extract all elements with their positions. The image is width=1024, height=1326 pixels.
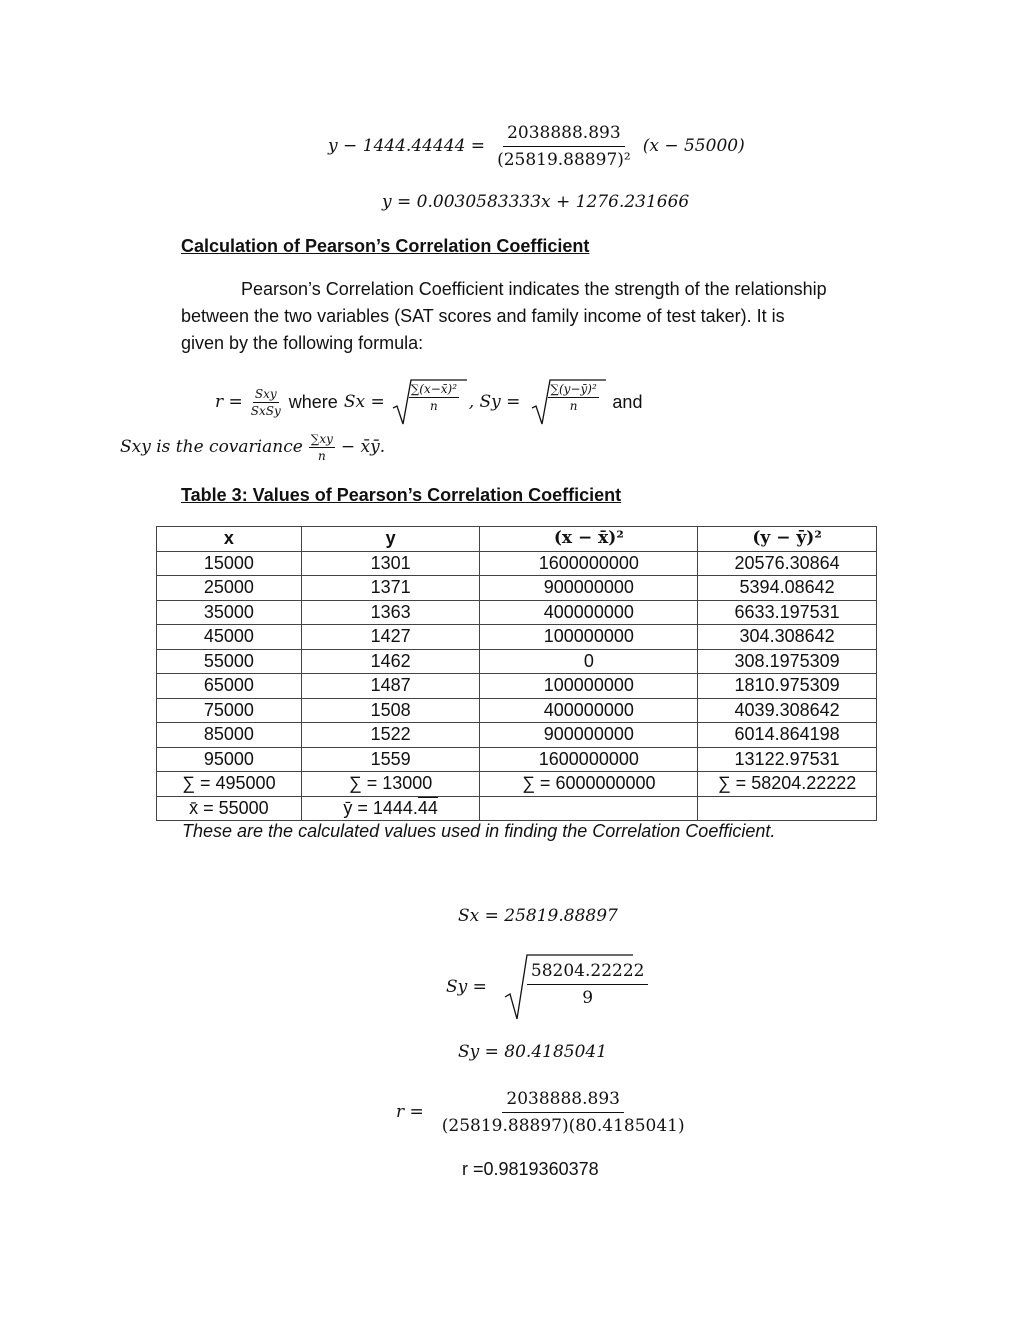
sy-value-result: Sy = 80.4185041 <box>458 1042 608 1062</box>
table-header-row <box>157 527 877 552</box>
sy-numerator: ∑(y−ȳ)² <box>550 382 597 396</box>
cell-x-dev: 400000000 <box>480 600 698 625</box>
empty-cell <box>480 796 698 821</box>
eq1-numerator: 2038888.893 <box>503 123 625 147</box>
covariance-fraction <box>309 432 335 463</box>
header-y-dev-squared: (y − ȳ)² <box>698 527 877 552</box>
table-row <box>157 600 877 625</box>
cell-x-dev: 900000000 <box>480 576 698 601</box>
eq1-denominator: (25819.88897)² <box>497 149 631 170</box>
r-value-result: r =0.9819360378 <box>462 1159 599 1179</box>
paragraph-line-1: Pearson’s Correlation Coefficient indicates the strength of the relationship <box>241 279 827 299</box>
sy-formula-result <box>446 952 645 1022</box>
table-row <box>157 698 877 723</box>
sx-denominator: n <box>430 399 438 413</box>
covariance-numerator: ∑xy <box>310 431 333 446</box>
table-row <box>157 723 877 748</box>
cell-y: 1462 <box>301 649 480 674</box>
r-result-lhs: r = <box>396 1102 424 1122</box>
cell-y-dev: 304.308642 <box>698 625 877 650</box>
sx-radical <box>391 378 467 426</box>
section-heading: Calculation of Pearson’s Correlation Coefficient <box>181 236 590 256</box>
table-row <box>157 747 877 772</box>
regression-equation-1 <box>328 118 745 174</box>
sy-result-numerator: 58204.22222 <box>527 961 649 985</box>
table-row <box>157 551 877 576</box>
header-y: y <box>301 527 480 552</box>
header-x-dev-squared: (x − x̄)² <box>480 527 698 552</box>
cell-y: 1301 <box>301 551 480 576</box>
sx-numerator: ∑(x−x̄)² <box>410 382 458 396</box>
cell-x: 55000 <box>157 649 302 674</box>
covariance-formula <box>120 426 385 468</box>
values-table <box>156 526 877 821</box>
cell-y-dev: 4039.308642 <box>698 698 877 723</box>
cell-y-dev: 5394.08642 <box>698 576 877 601</box>
sx-lhs: Sx = <box>343 392 385 412</box>
covariance-denominator: n <box>317 448 326 463</box>
cell-x-dev: 0 <box>480 649 698 674</box>
r-formula-result <box>396 1084 689 1140</box>
r-result-fraction <box>438 1089 689 1136</box>
sy-radical <box>530 378 606 426</box>
cell-y: 1371 <box>301 576 480 601</box>
sy-result-fraction <box>527 961 649 1008</box>
cell-x-dev: 1600000000 <box>480 551 698 576</box>
cell-x-dev: 100000000 <box>480 625 698 650</box>
covariance-text: Sxy is the covariance <box>120 437 303 457</box>
header-x: x <box>157 527 302 552</box>
table-row <box>157 625 877 650</box>
mean-y-repeating: 44 <box>417 797 438 818</box>
table-row <box>157 649 877 674</box>
sy-result-denominator: 9 <box>582 988 594 1008</box>
cell-y: 1559 <box>301 747 480 772</box>
cell-x: 35000 <box>157 600 302 625</box>
sy-result-radical <box>503 953 645 1021</box>
table-sum-row <box>157 772 877 797</box>
paragraph-line-2: between the two variables (SAT scores and family income of test taker). It is <box>181 306 785 326</box>
cell-y: 1427 <box>301 625 480 650</box>
empty-cell <box>698 796 877 821</box>
cell-y: 1508 <box>301 698 480 723</box>
sum-x-dev: ∑ = 6000000000 <box>480 772 698 797</box>
table-mean-row <box>157 796 877 821</box>
sy-denominator: n <box>569 399 578 413</box>
and-word: and <box>612 391 643 412</box>
sum-y-dev: ∑ = 58204.22222 <box>698 772 877 797</box>
cell-y-dev: 1810.975309 <box>698 674 877 699</box>
cell-x: 85000 <box>157 723 302 748</box>
sy-lhs: , Sy = <box>468 392 521 412</box>
r-fraction <box>249 387 283 418</box>
r-result-numerator: 2038888.893 <box>502 1089 624 1113</box>
cell-x-dev: 100000000 <box>480 674 698 699</box>
cell-x: 15000 <box>157 551 302 576</box>
cell-x: 95000 <box>157 747 302 772</box>
cell-x: 45000 <box>157 625 302 650</box>
cell-x: 65000 <box>157 674 302 699</box>
cell-y: 1487 <box>301 674 480 699</box>
eq1-fraction <box>493 123 635 170</box>
table-row <box>157 674 877 699</box>
cell-y: 1522 <box>301 723 480 748</box>
r-result-denominator: (25819.88897)(80.4185041) <box>441 1115 685 1136</box>
eq1-rhs: (x − 55000) <box>642 136 745 156</box>
r-denominator: SxSy <box>250 403 281 418</box>
cell-x-dev: 1600000000 <box>480 747 698 772</box>
cell-y-dev: 13122.97531 <box>698 747 877 772</box>
r-lhs: r = <box>215 392 243 412</box>
sx-fraction <box>409 382 459 413</box>
mean-y <box>301 796 480 821</box>
table-caption: These are the calculated values used in finding the Correlation Coefficient. <box>182 821 776 841</box>
r-numerator: Sxy <box>254 386 277 401</box>
covariance-tail: − x̄ȳ. <box>340 437 386 457</box>
sy-result-lhs: Sy = <box>446 977 487 997</box>
cell-x: 25000 <box>157 576 302 601</box>
where-word: where <box>288 391 338 412</box>
sum-y: ∑ = 13000 <box>301 772 480 797</box>
mean-x: x̄ = 55000 <box>157 796 302 821</box>
cell-x-dev: 400000000 <box>480 698 698 723</box>
sy-fraction <box>548 382 598 413</box>
cell-y-dev: 6014.864198 <box>698 723 877 748</box>
intro-paragraph <box>181 276 921 357</box>
mean-y-prefix: ȳ = 1444. <box>343 797 418 818</box>
sum-x: ∑ = 495000 <box>157 772 302 797</box>
pearson-formula <box>215 374 642 430</box>
cell-x-dev: 900000000 <box>480 723 698 748</box>
cell-y-dev: 6633.197531 <box>698 600 877 625</box>
cell-y-dev: 308.1975309 <box>698 649 877 674</box>
cell-y-dev: 20576.30864 <box>698 551 877 576</box>
cell-y: 1363 <box>301 600 480 625</box>
eq1-lhs: y − 1444.44444 = <box>328 136 486 156</box>
paragraph-line-3: given by the following formula: <box>181 333 424 353</box>
regression-equation-2: y = 0.0030583333x + 1276.231666 <box>382 192 690 212</box>
table-row <box>157 576 877 601</box>
sx-result: Sx = 25819.88897 <box>458 906 618 926</box>
cell-x: 75000 <box>157 698 302 723</box>
table-title: Table 3: Values of Pearson’s Correlation Coefficient <box>181 485 622 505</box>
